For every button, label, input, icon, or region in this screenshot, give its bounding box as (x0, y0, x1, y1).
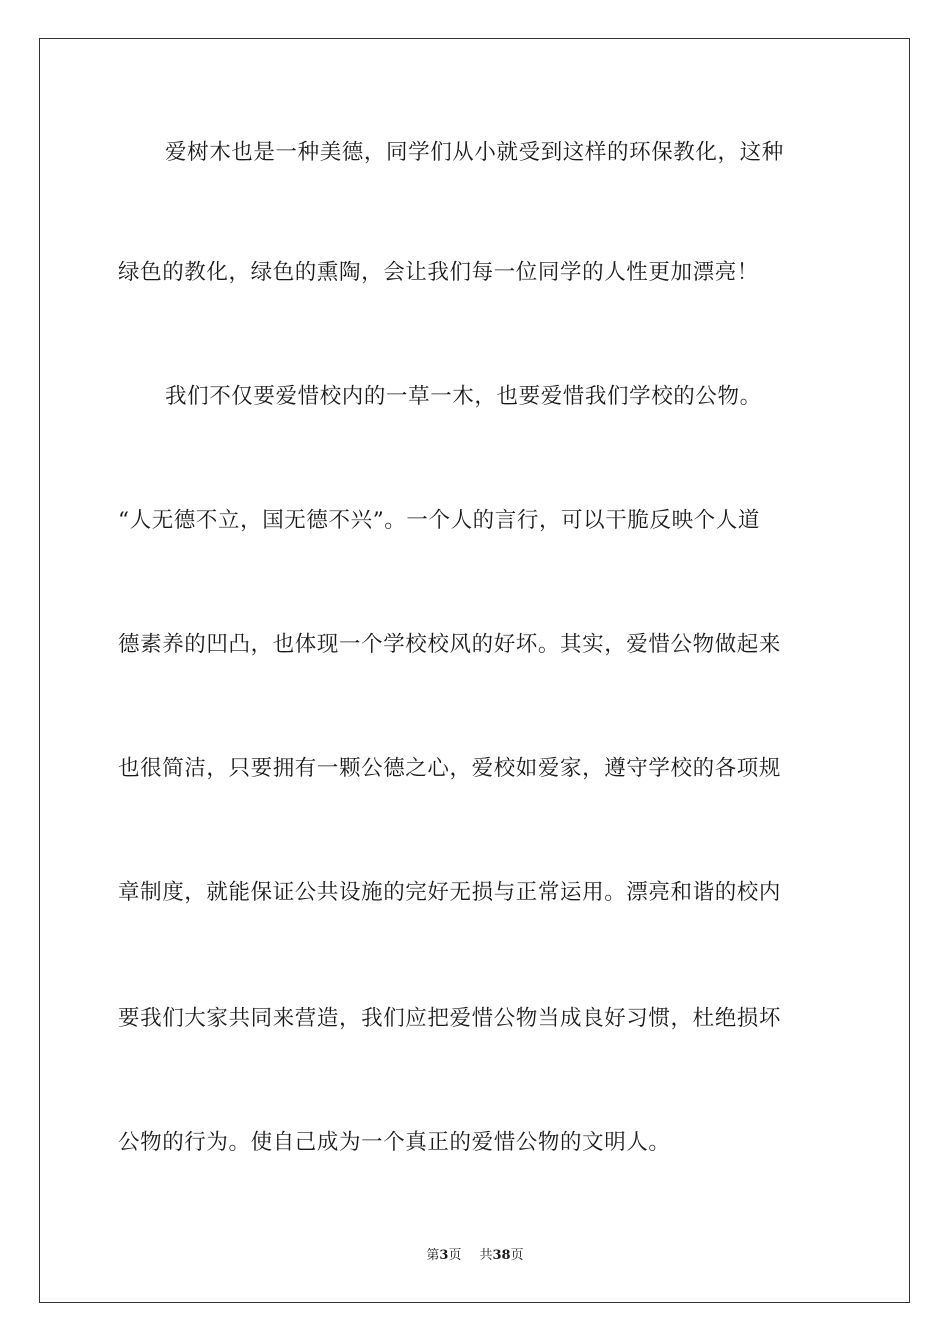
page-border (39, 38, 910, 1303)
footer-total-pages: 38 (492, 1248, 511, 1263)
footer-total-prefix: 共 (479, 1248, 493, 1263)
footer-total-suffix: 页 (510, 1248, 524, 1263)
paragraph-line-9: 公物的行为。使自己成为一个真正的爱惜公物的文明人。 (118, 1130, 671, 1155)
paragraph-line-6: 也很简洁，只要拥有一颗公德之心，爱校如爱家，遵守学校的各项规 (118, 756, 782, 781)
footer-page-number: 3 (439, 1248, 449, 1263)
paragraph-line-3: 我们不仅要爱惜校内的一草一木，也要爱惜我们学校的公物。 (165, 384, 762, 409)
paragraph-line-4: “人无德不立，国无德不兴”。一个人的言行，可以干脆反映个人道 (118, 508, 760, 533)
footer-page-prefix: 第 (426, 1248, 440, 1263)
paragraph-line-5: 德素养的凹凸，也体现一个学校校风的好坏。其实，爱惜公物做起来 (118, 632, 782, 657)
footer-page-suffix: 页 (448, 1248, 462, 1263)
paragraph-line-2: 绿色的教化，绿色的熏陶，会让我们每一位同学的人性更加漂亮！ (118, 260, 759, 285)
paragraph-line-1: 爱树木也是一种美德，同学们从小就受到这样的环保教化，这种 (165, 140, 784, 165)
paragraph-line-7: 章制度，就能保证公共设施的完好无损与正常运用。漂亮和谐的校内 (118, 880, 782, 905)
paragraph-line-8: 要我们大家共同来营造，我们应把爱惜公物当成良好习惯，杜绝损坏 (118, 1006, 782, 1031)
page-footer (0, 1247, 950, 1265)
